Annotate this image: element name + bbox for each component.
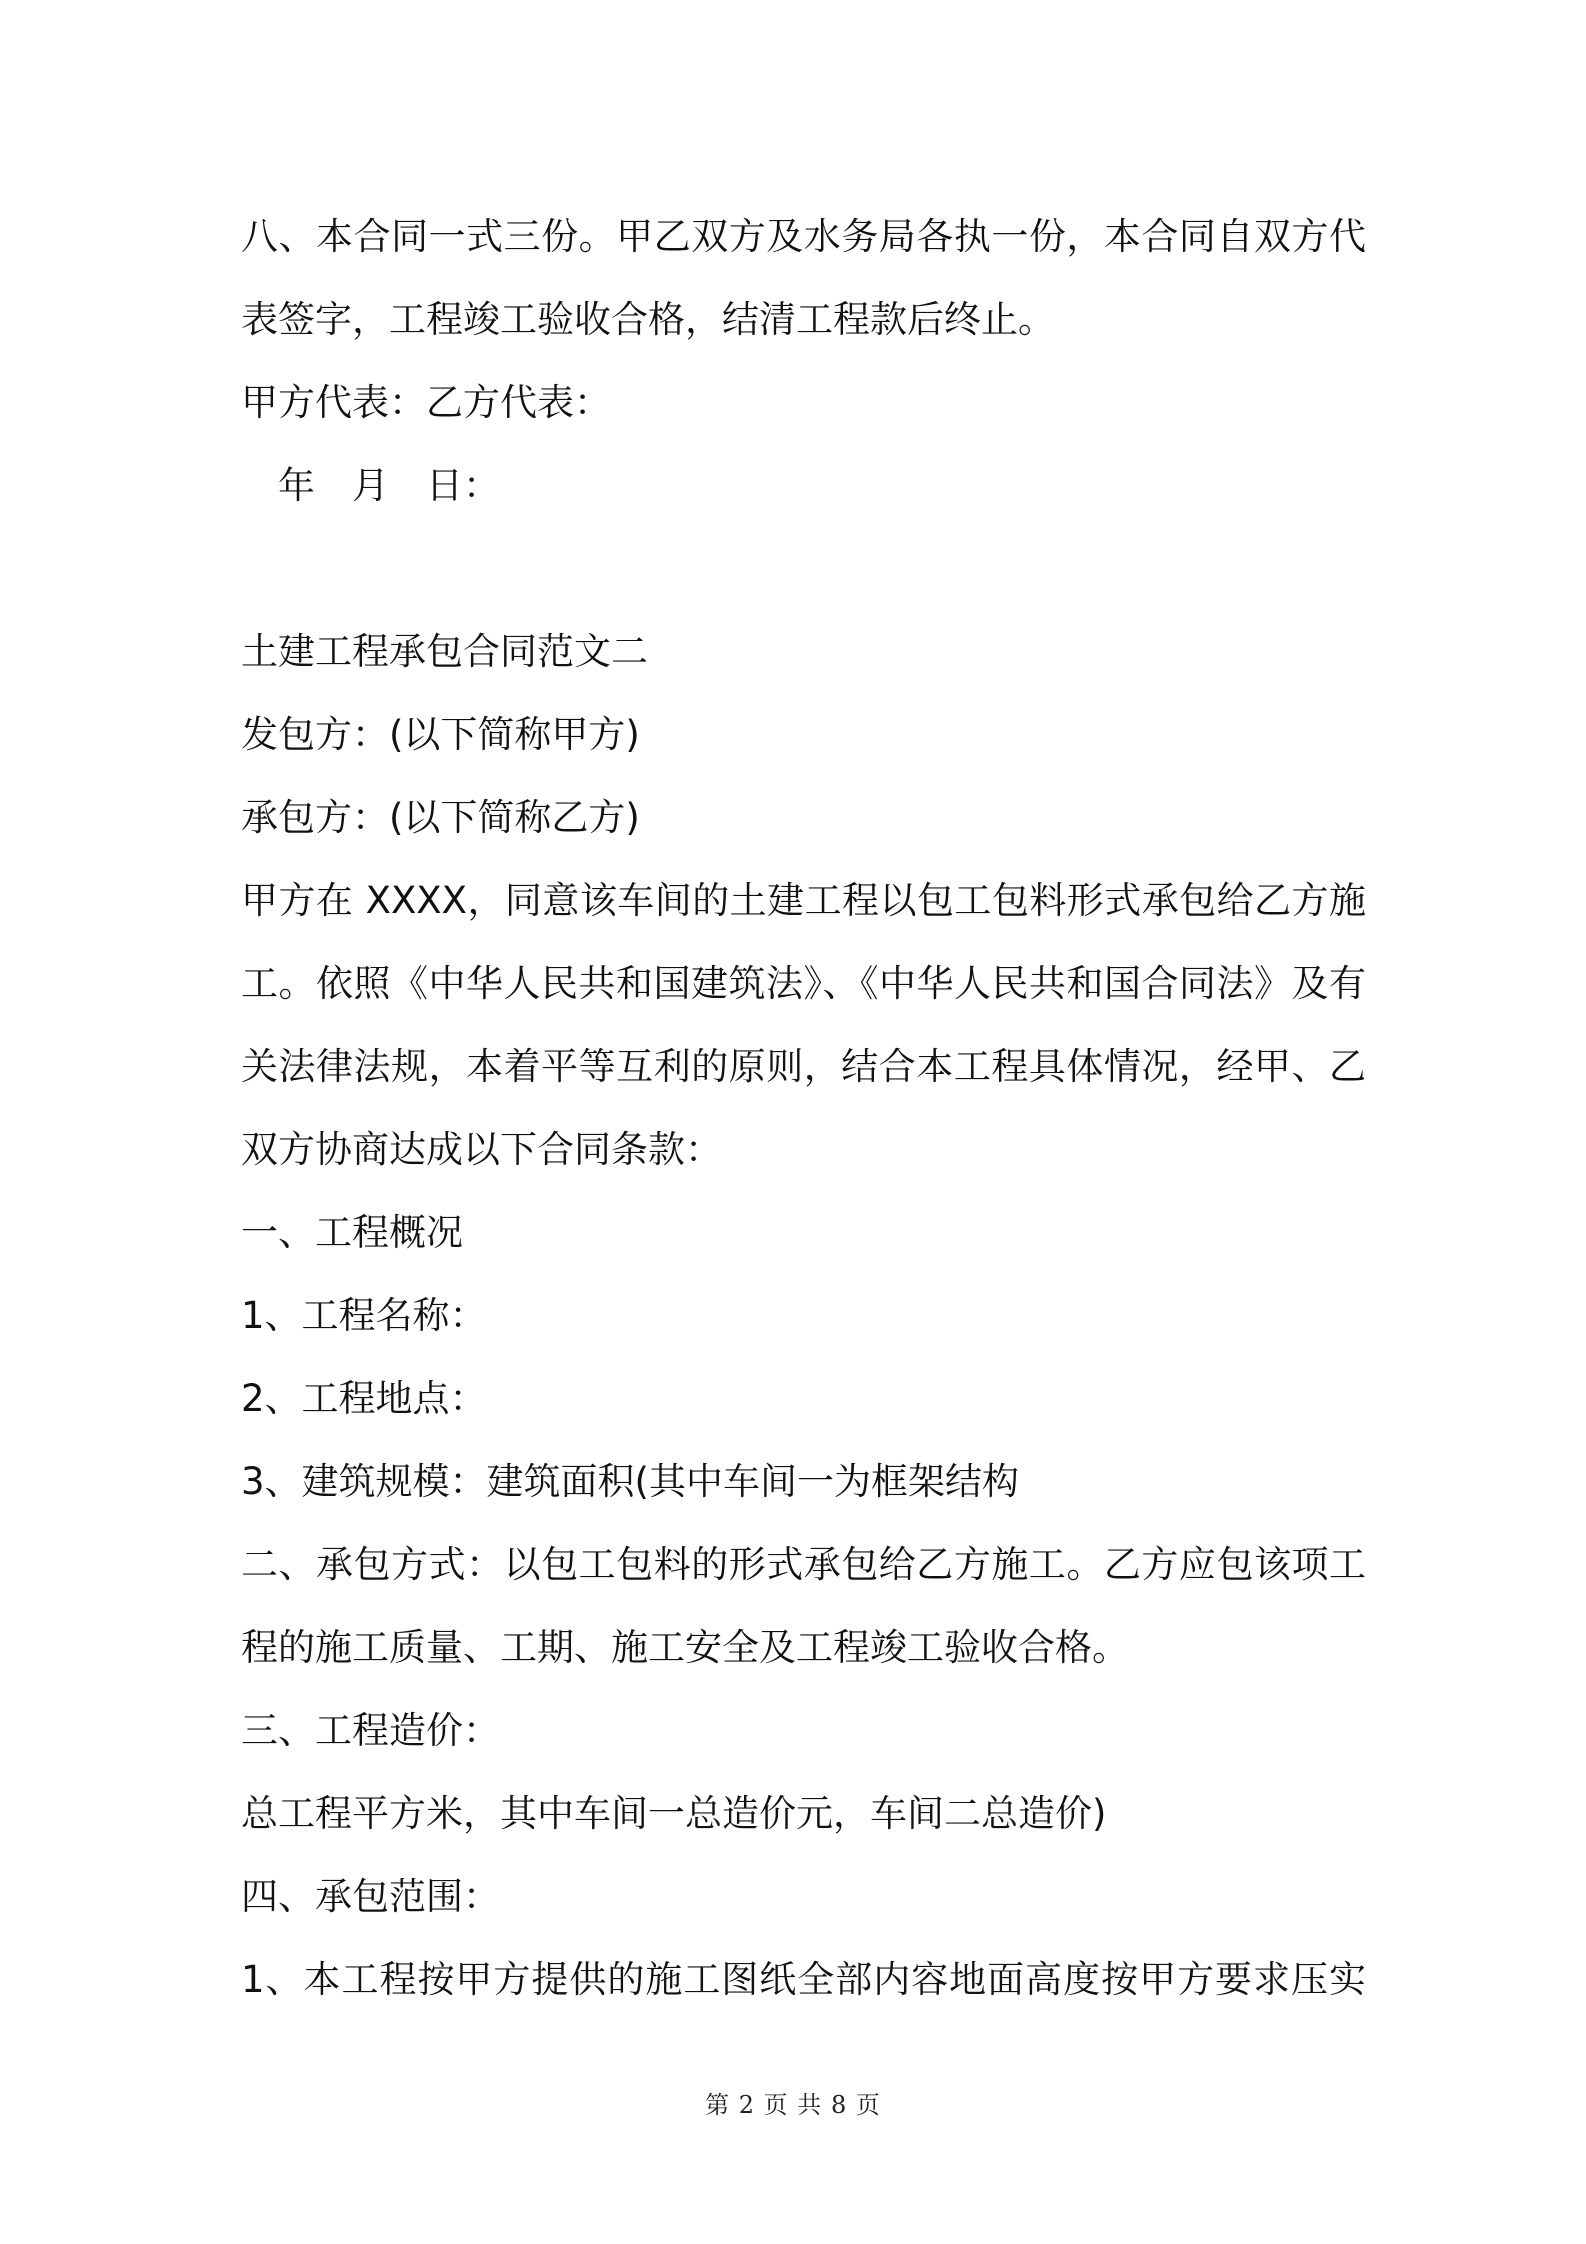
signature-date: 年 月 日： bbox=[241, 464, 500, 507]
clause-8-line-1: 八、本合同一式三份。甲乙双方及水务局各执一份，本合同自双方代 bbox=[241, 215, 1366, 258]
building-scale-line: 3、建筑规模：建筑面积(其中车间一为框架结构 bbox=[241, 1460, 1019, 1503]
section-heading-scope: 四、承包范围： bbox=[241, 1875, 500, 1918]
section-heading-overview: 一、工程概况 bbox=[241, 1211, 463, 1254]
total-cost-line: 总工程平方米，其中车间一总造价元，车间二总造价) bbox=[241, 1792, 1107, 1835]
project-location-line: 2、工程地点： bbox=[241, 1377, 487, 1420]
contract-title: 土建工程承包合同范文二 bbox=[241, 630, 648, 673]
document-body bbox=[241, 195, 1366, 2021]
preamble-line-4: 双方协商达成以下合同条款： bbox=[241, 1128, 722, 1171]
section-heading-cost: 三、工程造价： bbox=[241, 1709, 500, 1752]
signature-representatives: 甲方代表：乙方代表： bbox=[241, 381, 611, 424]
party-a-line: 发包方：(以下简称甲方) bbox=[241, 713, 640, 756]
party-b-line: 承包方：(以下简称乙方) bbox=[241, 796, 640, 839]
section-spacer bbox=[241, 527, 1366, 610]
preamble-line-2: 工。依照《中华人民共和国建筑法》、《中华人民共和国合同法》及有 bbox=[241, 962, 1366, 1005]
preamble-line-1: 甲方在 XXXX，同意该车间的土建工程以包工包料形式承包给乙方施 bbox=[241, 879, 1366, 922]
preamble-line-3: 关法律法规，本着平等互利的原则，结合本工程具体情况，经甲、乙 bbox=[241, 1045, 1366, 1088]
project-name-line: 1、工程名称： bbox=[241, 1294, 487, 1337]
clause-8-line-2: 表签字，工程竣工验收合格，结清工程款后终止。 bbox=[241, 298, 1055, 341]
contract-method-line-2: 程的施工质量、工期、施工安全及工程竣工验收合格。 bbox=[241, 1626, 1129, 1669]
contract-method-line-1: 二、承包方式：以包工包料的形式承包给乙方施工。乙方应包该项工 bbox=[241, 1543, 1366, 1586]
scope-item-1-line: 1、本工程按甲方提供的施工图纸全部内容地面高度按甲方要求压实 bbox=[241, 1958, 1366, 2001]
page-number-footer: 第 2 页 共 8 页 bbox=[705, 2091, 881, 2119]
